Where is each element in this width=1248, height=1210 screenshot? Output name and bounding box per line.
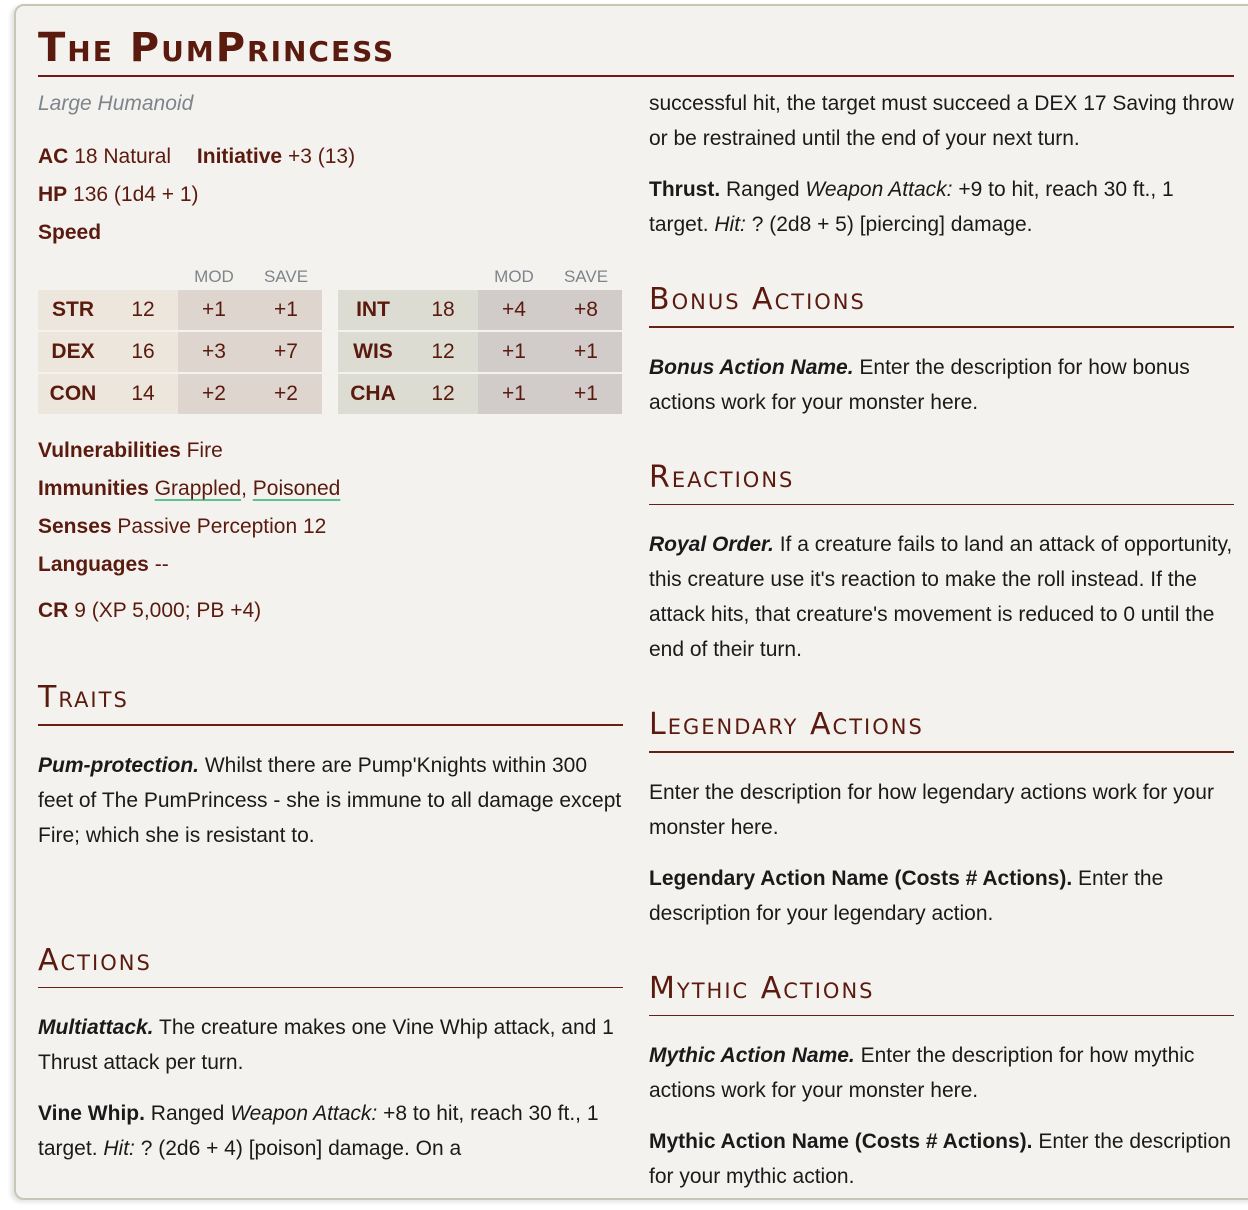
speed-label: Speed xyxy=(38,221,102,244)
legendary-actions-section xyxy=(649,703,1234,931)
senses-value: Passive Perception 12 xyxy=(117,515,327,538)
cr-line xyxy=(38,592,623,630)
traits-heading: Traits xyxy=(38,680,129,715)
mythic-action-name: Mythic Action Name (Costs # Actions). xyxy=(649,1130,1033,1153)
ability-abbr: WIS xyxy=(338,332,408,372)
languages-value: -- xyxy=(154,553,169,576)
section-divider xyxy=(38,724,623,726)
ability-row-str xyxy=(38,290,322,330)
action-text: ? (2d6 + 4) [poison] damage. On a xyxy=(134,1137,462,1160)
ability-row-con xyxy=(38,374,322,414)
legendary-action-text: Enter the description for your legendary action. xyxy=(649,866,1164,925)
mod-header: MOD xyxy=(194,267,234,286)
ability-mod: +1 xyxy=(478,332,550,372)
immunities-separator: , xyxy=(241,477,253,500)
mythic-action-name: Mythic Action Name. xyxy=(649,1044,855,1067)
ability-row-wis xyxy=(338,332,622,372)
action-entry-thrust xyxy=(649,172,1234,242)
ability-abbr: CHA xyxy=(338,374,408,414)
mythic-action-entry xyxy=(649,1124,1234,1194)
legendary-action-name: Legendary Action Name (Costs # Actions). xyxy=(649,866,1073,890)
action-text: ? (2d8 + 5) [piercing] damage. xyxy=(745,213,1033,236)
action-entry-multiattack xyxy=(38,1010,623,1080)
ability-save: +1 xyxy=(550,332,622,372)
ability-mod: +2 xyxy=(178,374,250,414)
ability-save: +8 xyxy=(550,290,622,330)
legendary-action-entry xyxy=(649,861,1234,931)
ability-abbr: DEX xyxy=(38,332,108,372)
ac-label: AC xyxy=(38,145,69,168)
ability-row-int xyxy=(338,290,622,330)
ability-mod: +1 xyxy=(178,290,250,330)
trait-name: Pum-protection. xyxy=(38,753,199,777)
ac-value: 18 Natural xyxy=(74,145,172,168)
action-name: Thrust. xyxy=(649,178,721,201)
ability-score: 12 xyxy=(408,332,478,372)
mythic-action-entry xyxy=(649,1038,1234,1108)
mythic-actions-heading: Mythic Actions xyxy=(649,970,875,1006)
ability-save: +1 xyxy=(250,290,322,330)
senses-line xyxy=(38,508,623,546)
languages-label: Languages xyxy=(38,553,149,576)
hp-value: 136 (1d4 + 1) xyxy=(73,183,199,206)
ability-abbr: CON xyxy=(38,374,108,414)
cr-label: CR xyxy=(38,599,69,622)
save-header: SAVE xyxy=(563,267,609,286)
attack-type: Weapon Attack: xyxy=(805,178,953,201)
cr-value: 9 (XP 5,000; PB +4) xyxy=(74,599,262,622)
initiative-value: +3 (13) xyxy=(287,145,356,168)
actions-section xyxy=(38,939,623,1167)
action-text: successful hit, the target must succeed a DEX 17 Saving throw or be restrained until the end of your next turn. xyxy=(649,92,1234,150)
ability-save: +7 xyxy=(250,332,322,372)
action-text: Ranged xyxy=(144,1102,231,1125)
languages-line xyxy=(38,546,623,584)
monster-type: Large Humanoid xyxy=(38,92,194,115)
action-text: The creature makes one Vine Whip attack, and 1 Thrust attack per turn. xyxy=(38,1016,614,1074)
hit-label: Hit: xyxy=(103,1137,135,1160)
vulnerabilities-value: Fire xyxy=(186,439,223,462)
monster-properties xyxy=(38,432,623,630)
ac-initiative-line xyxy=(38,138,623,176)
reaction-entry xyxy=(649,527,1234,667)
trait-entry xyxy=(38,748,623,853)
ability-table-mental xyxy=(338,264,622,416)
vulnerabilities-label: Vulnerabilities xyxy=(38,439,181,462)
ability-scores xyxy=(38,264,623,416)
left-column xyxy=(38,86,623,1182)
ability-mod: +4 xyxy=(478,290,550,330)
reaction-name: Royal Order. xyxy=(649,533,774,556)
initiative-label: Initiative xyxy=(196,145,283,168)
action-text: Ranged xyxy=(720,178,806,201)
ability-save: +1 xyxy=(550,374,622,414)
action-text: +8 to hit, reach 30 ft., 1 target. xyxy=(38,1102,599,1160)
immunities-label: Immunities xyxy=(38,477,149,500)
bonus-action-text: Enter the description for how bonus actions work for your monster here. xyxy=(649,355,1190,414)
ability-mod: +3 xyxy=(178,332,250,372)
action-entry-vine-whip-part2 xyxy=(649,86,1234,156)
trait-text: Whilst there are Pump'Knights within 300 feet of The PumPrincess - she is immune to all damage except Fire; which she is resistant to. xyxy=(38,753,622,847)
condition-link-poisoned[interactable]: Poisoned xyxy=(252,477,341,500)
traits-section xyxy=(38,676,623,853)
ability-score: 16 xyxy=(108,332,178,372)
section-divider xyxy=(38,987,623,989)
title-divider xyxy=(38,75,1234,77)
bonus-action-name: Bonus Action Name. xyxy=(649,355,854,379)
ability-row-cha xyxy=(338,374,622,414)
section-divider xyxy=(649,504,1234,506)
action-name: Vine Whip. xyxy=(38,1102,145,1125)
immunities-line xyxy=(38,470,623,508)
ability-score: 12 xyxy=(108,290,178,330)
section-divider xyxy=(649,751,1234,753)
legendary-intro: Enter the description for how legendary actions work for your monster here. xyxy=(649,780,1214,839)
action-name: Multiattack. xyxy=(38,1016,154,1039)
hit-label: Hit: xyxy=(714,213,746,236)
actions-heading: Actions xyxy=(38,942,152,978)
mythic-action-text: Enter the description for how mythic actions work for your monster here. xyxy=(649,1044,1195,1102)
hp-label: HP xyxy=(38,183,68,206)
ability-abbr: STR xyxy=(38,290,108,330)
ability-score: 14 xyxy=(108,374,178,414)
action-entry-vine-whip-part1 xyxy=(38,1096,623,1166)
ability-mod: +1 xyxy=(478,374,550,414)
monster-name: The PumPrincess xyxy=(38,25,396,71)
hp-line xyxy=(38,176,623,214)
action-text: +9 to hit, reach 30 ft., 1 target. xyxy=(649,178,1174,236)
speed-line xyxy=(38,214,623,252)
bonus-actions-heading: Bonus Actions xyxy=(649,282,866,317)
save-header: SAVE xyxy=(263,267,309,286)
section-divider xyxy=(649,326,1234,328)
legendary-actions-heading: Legendary Actions xyxy=(649,707,924,742)
bonus-actions-section xyxy=(649,278,1234,420)
mod-header: MOD xyxy=(494,267,534,286)
bonus-action-entry xyxy=(649,350,1234,420)
ability-abbr: INT xyxy=(338,290,408,330)
reactions-heading: Reactions xyxy=(649,459,795,495)
mythic-action-text: Enter the description for your mythic action. xyxy=(649,1130,1231,1188)
senses-label: Senses xyxy=(38,515,112,538)
reactions-section xyxy=(649,456,1234,668)
reaction-text: If a creature fails to land an attack of opportunity, this creature use it's reaction to make the roll instead. If the attack hits, that creature's movement is reduced to 0 until the end of their turn. xyxy=(649,533,1233,661)
ability-score: 18 xyxy=(408,290,478,330)
ability-row-dex xyxy=(38,332,322,372)
section-divider xyxy=(649,1015,1234,1017)
vulnerabilities-line xyxy=(38,432,623,470)
ability-score: 12 xyxy=(408,374,478,414)
ability-table-physical xyxy=(38,264,322,416)
right-column xyxy=(649,86,1234,1210)
condition-link-grappled[interactable]: Grappled xyxy=(154,477,242,500)
attack-type: Weapon Attack: xyxy=(230,1102,378,1125)
mythic-actions-section xyxy=(649,967,1234,1195)
ability-save: +2 xyxy=(250,374,322,414)
